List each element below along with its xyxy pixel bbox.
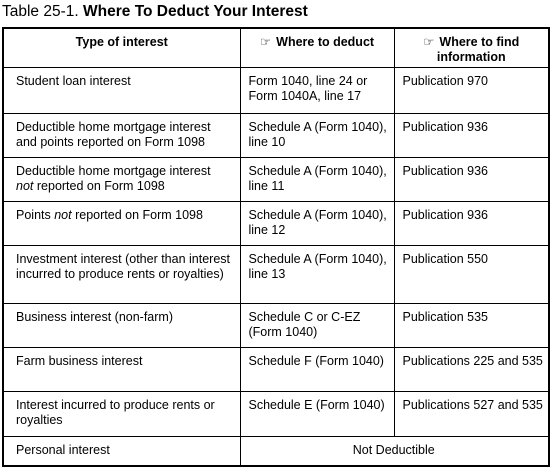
cell-where-to-find: Publication 970 — [394, 67, 549, 113]
emphasis-not: not — [54, 207, 72, 222]
emphasis-not: not — [16, 178, 34, 193]
pointing-hand-icon: ☞ — [259, 35, 272, 49]
cell-not-deductible: Not Deductible — [240, 436, 549, 466]
table-row — [3, 67, 549, 113]
table-row — [3, 157, 549, 201]
cell-type: Points not reported on Form 1098 — [3, 201, 240, 245]
header-type-label: Type of interest — [75, 35, 168, 49]
table-header-row — [3, 28, 549, 67]
cell-where-to-find: Publication 936 — [394, 201, 549, 245]
cell-where-to-find: Publications 225 and 535 — [394, 347, 549, 391]
cell-where-to-deduct: Schedule A (Form 1040), line 12 — [240, 201, 394, 245]
cell-type: Business interest (non-farm) — [3, 303, 240, 347]
cell-where-to-find: Publications 527 and 535 — [394, 391, 549, 436]
table-row — [3, 391, 549, 436]
cell-where-to-find: Publication 936 — [394, 113, 549, 157]
header-type-of-interest — [3, 28, 240, 67]
cell-type: Interest incurred to produce rents or royalties — [3, 391, 240, 436]
cell-type: Deductible home mortgage interest and points reported on Form 1098 — [3, 113, 240, 157]
cell-where-to-deduct: Schedule A (Form 1040), line 13 — [240, 245, 394, 303]
cell-where-to-deduct: Schedule A (Form 1040), line 11 — [240, 157, 394, 201]
header-where-to-find — [394, 28, 549, 67]
header-find-label: Where to find information — [436, 35, 520, 64]
table-row — [3, 113, 549, 157]
table-row — [3, 201, 549, 245]
cell-where-to-find: Publication 535 — [394, 303, 549, 347]
cell-where-to-deduct: Schedule C or C-EZ (Form 1040) — [240, 303, 394, 347]
cell-type: Investment interest (other than interest incurred to produce rents or royalties) — [3, 245, 240, 303]
pointing-hand-icon: ☞ — [423, 35, 435, 49]
interest-deduction-table — [2, 27, 550, 467]
table-number: Table 25-1. — [2, 3, 79, 20]
cell-where-to-deduct: Form 1040, line 24 or Form 1040A, line 17 — [240, 67, 394, 113]
table-row — [3, 347, 549, 391]
table-row — [3, 303, 549, 347]
cell-where-to-deduct: Schedule E (Form 1040) — [240, 391, 394, 436]
cell-where-to-find: Publication 936 — [394, 157, 549, 201]
header-where-to-deduct — [240, 28, 394, 67]
header-deduct-label: Where to deduct — [276, 35, 375, 49]
table-title: Where To Deduct Your Interest — [83, 3, 308, 20]
cell-type: Personal interest — [3, 436, 240, 466]
cell-where-to-deduct: Schedule A (Form 1040), line 10 — [240, 113, 394, 157]
cell-type: Deductible home mortgage interest not reported on Form 1098 — [3, 157, 240, 201]
table-row — [3, 245, 549, 303]
cell-where-to-find: Publication 550 — [394, 245, 549, 303]
table-row — [3, 436, 549, 466]
cell-where-to-deduct: Schedule F (Form 1040) — [240, 347, 394, 391]
cell-type: Farm business interest — [3, 347, 240, 391]
cell-type: Student loan interest — [3, 67, 240, 113]
table-caption — [2, 2, 308, 22]
